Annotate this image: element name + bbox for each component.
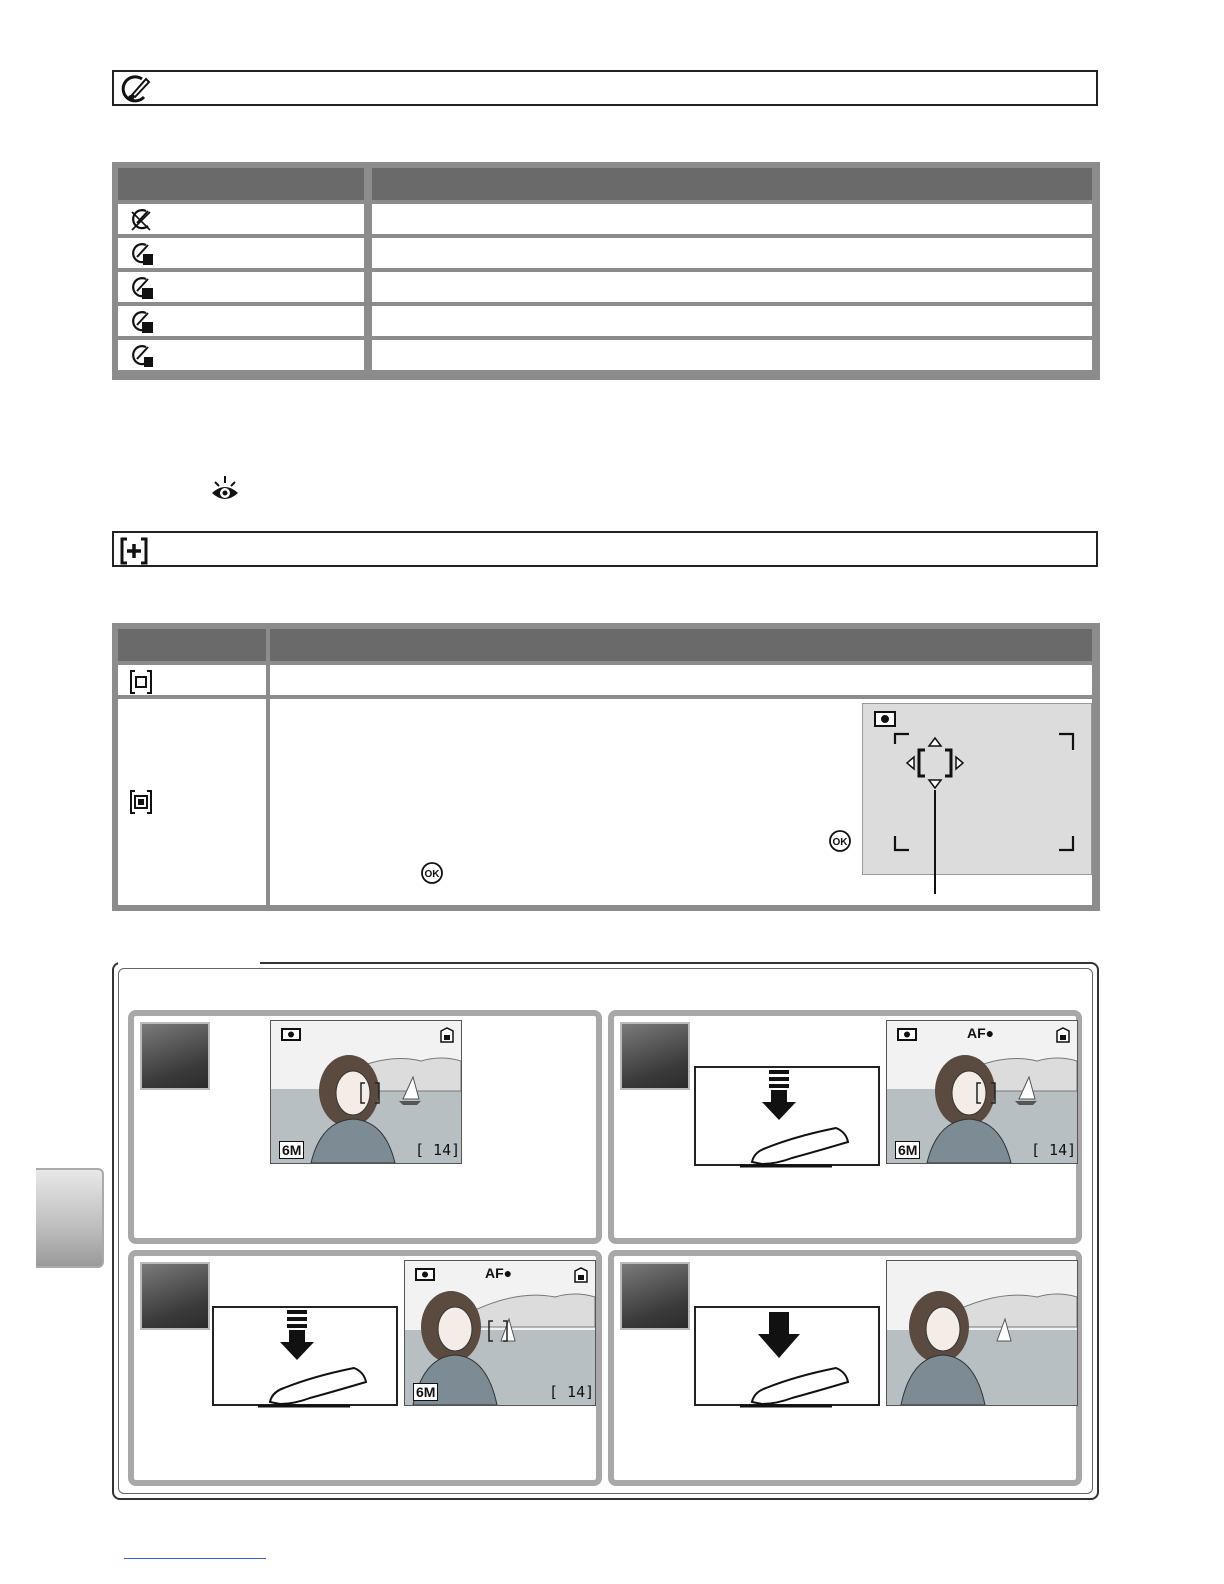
step-number-badge bbox=[620, 1262, 690, 1330]
table-row-description bbox=[270, 665, 1092, 695]
color-sepia-icon bbox=[128, 310, 154, 334]
table-header-description bbox=[372, 168, 1092, 200]
footer-link-underline[interactable] bbox=[124, 1558, 266, 1559]
monitor-scene bbox=[886, 1020, 1078, 1164]
table-row-description bbox=[372, 340, 1092, 370]
svg-text:OK: OK bbox=[424, 869, 440, 880]
table-row bbox=[118, 340, 364, 370]
step-number-badge bbox=[620, 1022, 690, 1090]
image-size-indicator: 6M bbox=[413, 1383, 438, 1401]
color-options-icon bbox=[118, 75, 152, 105]
step-number-badge bbox=[140, 1262, 210, 1330]
table-row-description bbox=[372, 306, 1092, 336]
table-header-setting bbox=[118, 168, 364, 200]
table-header-description bbox=[270, 629, 1092, 661]
table-row bbox=[118, 204, 364, 234]
shutter-full-press-illustration bbox=[694, 1306, 880, 1406]
af-center-icon bbox=[128, 669, 154, 695]
shutter-half-press-illustration bbox=[694, 1066, 880, 1166]
table-row bbox=[118, 699, 266, 905]
af-indicator: AF● bbox=[485, 1265, 513, 1281]
exposure-count: [ 14] bbox=[415, 1141, 461, 1159]
color-cyanotype-icon bbox=[128, 344, 154, 368]
focus-lock-step-2 bbox=[608, 1010, 1082, 1244]
af-manual-icon bbox=[128, 789, 154, 815]
af-indicator: AF● bbox=[967, 1025, 995, 1041]
table-row-description bbox=[372, 238, 1092, 268]
table-row bbox=[118, 306, 364, 336]
table-row bbox=[118, 665, 266, 695]
color-options-section-bar bbox=[112, 70, 1098, 106]
svg-text:OK: OK bbox=[832, 837, 848, 848]
shutter-half-press-illustration bbox=[212, 1306, 398, 1406]
focus-lock-step-4 bbox=[608, 1250, 1082, 1486]
step-number-badge bbox=[140, 1022, 210, 1090]
focus-lock-step-1 bbox=[128, 1010, 602, 1244]
table-row-description bbox=[270, 699, 1092, 905]
table-row bbox=[118, 272, 364, 302]
memory-icon bbox=[573, 1267, 589, 1283]
af-area-mode-icon bbox=[118, 536, 150, 566]
ok-button-icon bbox=[420, 861, 444, 885]
color-options-table bbox=[112, 162, 1100, 380]
ok-button-icon bbox=[828, 829, 852, 853]
table-row bbox=[118, 238, 364, 268]
table-row-description bbox=[372, 204, 1092, 234]
image-size-indicator: 6M bbox=[895, 1141, 920, 1159]
captured-photo bbox=[886, 1260, 1078, 1406]
monitor-scene bbox=[404, 1260, 596, 1406]
focus-lock-step-3 bbox=[128, 1250, 602, 1486]
camera-mode-icon bbox=[897, 1027, 917, 1041]
color-bw-icon bbox=[128, 276, 154, 300]
table-row-description bbox=[372, 272, 1092, 302]
color-vivid-icon bbox=[128, 242, 154, 266]
camera-mode-icon bbox=[415, 1267, 435, 1281]
monitor-scene bbox=[270, 1020, 462, 1164]
eye-note-icon bbox=[209, 474, 241, 504]
af-area-mode-table bbox=[112, 623, 1100, 911]
exposure-count: [ 14] bbox=[1031, 1141, 1077, 1159]
memory-icon bbox=[439, 1027, 455, 1043]
color-off-icon bbox=[128, 208, 154, 232]
focus-lock-title-gap bbox=[118, 956, 260, 968]
camera-mode-icon bbox=[281, 1027, 301, 1041]
exposure-count: [ 14] bbox=[549, 1383, 595, 1401]
image-size-indicator: 6M bbox=[279, 1141, 304, 1159]
chapter-thumb-tab bbox=[36, 1168, 104, 1268]
af-area-mode-section-bar bbox=[112, 531, 1098, 567]
memory-icon bbox=[1055, 1027, 1071, 1043]
table-header-option bbox=[118, 629, 266, 661]
af-area-monitor-illustration bbox=[862, 703, 1092, 875]
